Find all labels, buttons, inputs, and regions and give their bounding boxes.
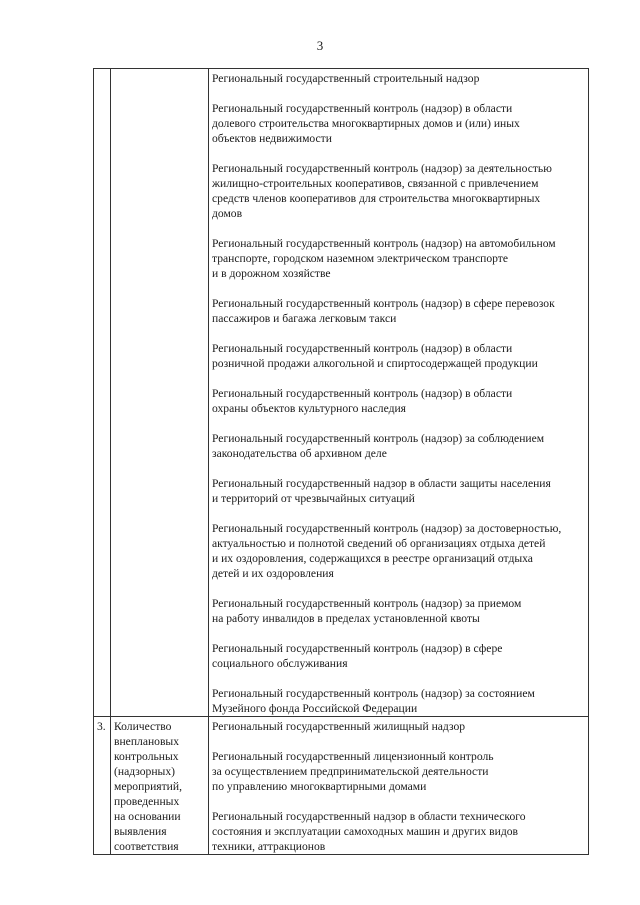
control-type-line: Региональный государственный надзор в области защиты населения (212, 477, 551, 490)
control-type-line: на работу инвалидов в пределах установленной квоты (212, 612, 480, 625)
control-type-line: объектов недвижимости (212, 132, 332, 145)
control-type-line: Региональный государственный контроль (надзор) в сфере перевозок (212, 297, 555, 310)
control-type-line: Региональный государственный контроль (надзор) в сфере (212, 642, 503, 655)
control-type-line: Региональный государственный жилищный надзор (212, 720, 466, 733)
control-type-line: Региональный государственный контроль (надзор) за приемом (212, 597, 522, 610)
control-type-line: Региональный государственный контроль (надзор) за достоверностью, (212, 522, 562, 535)
control-type-line: Региональный государственный контроль (надзор) в области (212, 102, 513, 115)
indicator-name-line: выявления (114, 825, 167, 838)
page-number: 3 (316, 38, 324, 53)
control-type-line: и в дорожном хозяйстве (212, 267, 331, 280)
table-row-3 (94, 717, 589, 855)
indicator-name-line: контрольных (114, 750, 179, 763)
table-row-continued (94, 69, 589, 717)
control-type-line: законодательства об архивном деле (212, 447, 387, 460)
control-type-line: жилищно-строительных кооперативов, связанной с привлечением (212, 177, 539, 190)
indicator-name-line: (надзорных) (114, 765, 176, 778)
control-type-item (212, 749, 586, 794)
indicator-name-line: соответствия (114, 840, 179, 853)
control-type-line: транспорте, городском наземном электрическом транспорте (212, 252, 509, 265)
control-type-line: техники, аттракционов (212, 840, 326, 853)
control-types-list (209, 717, 589, 855)
control-type-line: состояния и эксплуатации самоходных машин и других видов (212, 825, 519, 838)
control-type-line: Региональный государственный надзор в области технического (212, 810, 526, 823)
control-type-item (212, 641, 586, 671)
indicator-name-line: Количество (114, 720, 172, 733)
control-type-line: Региональный государственный строительный надзор (212, 72, 480, 85)
control-types-list (209, 69, 589, 717)
control-type-item (212, 161, 586, 221)
row-number-cell (94, 69, 111, 717)
control-type-item (212, 596, 586, 626)
control-type-item (212, 341, 586, 371)
control-type-line: Региональный государственный контроль (надзор) в области (212, 342, 513, 355)
control-type-line: пассажиров и багажа легковым такси (212, 312, 397, 325)
control-type-item (212, 71, 586, 86)
control-type-line: розничной продажи алкогольной и спиртосодержащей продукции (212, 357, 538, 370)
indicator-name-line: на основании (114, 810, 181, 823)
control-type-line: Музейного фонда Российской Федерации (212, 702, 418, 715)
control-type-line: по управлению многоквартирными домами (212, 780, 427, 793)
control-type-line: Региональный государственный лицензионный контроль (212, 750, 494, 763)
control-type-line: домов (212, 207, 243, 220)
control-type-line: за осуществлением предпринимательской деятельности (212, 765, 489, 778)
control-type-item (212, 476, 586, 506)
control-type-line: долевого строительства многоквартирных домов и (или) иных (212, 117, 520, 130)
control-type-item (212, 431, 586, 461)
control-type-line: Региональный государственный контроль (надзор) за деятельностью (212, 162, 552, 175)
control-type-line: Региональный государственный контроль (надзор) за соблюдением (212, 432, 545, 445)
indicator-name-cell (111, 717, 209, 855)
control-type-item (212, 521, 586, 581)
control-type-item (212, 236, 586, 281)
control-type-item (212, 719, 586, 734)
control-type-item (212, 809, 586, 854)
control-type-line: актуальностью и полнотой сведений об организациях отдыха детей (212, 537, 546, 550)
row-number-cell: 3. (94, 717, 111, 855)
indicator-name-cell (111, 69, 209, 717)
control-type-line: средств членов кооперативов для строительства многоквартирных (212, 192, 541, 205)
control-type-line: и территорий от чрезвычайных ситуаций (212, 492, 415, 505)
control-type-line: детей и их оздоровления (212, 567, 334, 580)
control-type-line: Региональный государственный контроль (надзор) в области (212, 387, 513, 400)
control-type-line: социального обслуживания (212, 657, 348, 670)
indicator-name-line: проведенных (114, 795, 180, 808)
control-type-line: Региональный государственный контроль (надзор) за состоянием (212, 687, 535, 700)
control-type-item (212, 101, 586, 146)
control-type-item (212, 386, 586, 416)
indicator-name-line: внеплановых (114, 735, 180, 748)
control-type-item (212, 296, 586, 326)
control-type-item (212, 686, 586, 716)
control-types-table (93, 68, 589, 855)
control-type-line: Региональный государственный контроль (надзор) на автомобильном (212, 237, 556, 250)
indicator-name-line: мероприятий, (114, 780, 182, 793)
control-type-line: охраны объектов культурного наследия (212, 402, 407, 415)
control-type-line: и их оздоровления, содержащихся в реестре организаций отдыха (212, 552, 533, 565)
